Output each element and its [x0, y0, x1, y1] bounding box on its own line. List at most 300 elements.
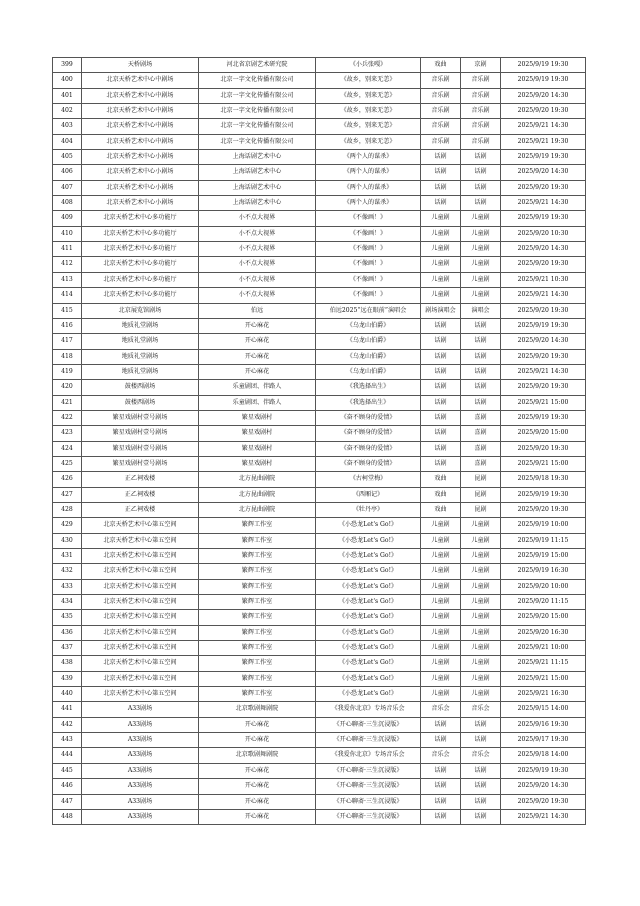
venue-name-cell: A33剧场	[82, 748, 199, 763]
venue-name-cell: 北京天桥艺术中心第五空间	[82, 579, 199, 594]
category-cell: 儿童剧	[421, 226, 461, 241]
show-time-cell: 2025/9/19 19:30	[501, 150, 586, 165]
table-row	[53, 809, 586, 824]
program-title-cell: 伯远2025“远在眼前”演唱会	[316, 303, 421, 318]
show-time-cell: 2025/9/21 19:30	[501, 134, 586, 149]
venue-name-cell: A33剧场	[82, 809, 199, 824]
row-number-cell: 434	[53, 595, 82, 610]
program-title-cell: 《我选择出生》	[316, 380, 421, 395]
show-time-cell: 2025/9/19 19:30	[501, 73, 586, 88]
category-cell: 儿童剧	[421, 656, 461, 671]
show-time-cell: 2025/9/20 19:30	[501, 104, 586, 119]
organizer-name-cell: 河北省京剧艺术研究院	[199, 58, 316, 73]
table-row	[53, 564, 586, 579]
venue-name-cell: 北京天桥艺术中心小剧场	[82, 165, 199, 180]
program-title-cell: 《小恐龙Let's Go!》	[316, 595, 421, 610]
venue-name-cell: 地质礼堂剧场	[82, 364, 199, 379]
table-row	[53, 104, 586, 119]
table-row	[53, 641, 586, 656]
row-number-cell: 413	[53, 272, 82, 287]
row-number-cell: 435	[53, 610, 82, 625]
table-row	[53, 211, 586, 226]
row-number-cell: 400	[53, 73, 82, 88]
category-cell: 音乐会	[421, 748, 461, 763]
venue-name-cell: 北京天桥艺术中心第五空间	[82, 533, 199, 548]
organizer-name-cell: 上海话剧艺术中心	[199, 150, 316, 165]
genre-cell: 儿童剧	[461, 288, 501, 303]
category-cell: 音乐剧	[421, 134, 461, 149]
genre-cell: 话剧	[461, 165, 501, 180]
category-cell: 话剧	[421, 180, 461, 195]
organizer-name-cell: 北京歌剧舞剧院	[199, 748, 316, 763]
show-time-cell: 2025/9/20 19:30	[501, 303, 586, 318]
category-cell: 话剧	[421, 150, 461, 165]
table-row	[53, 579, 586, 594]
program-title-cell: 《不像画！》	[316, 242, 421, 257]
genre-cell: 昆剧	[461, 502, 501, 517]
organizer-name-cell: 北京一字文化传播有限公司	[199, 104, 316, 119]
genre-cell: 喜剧	[461, 410, 501, 425]
organizer-name-cell: 开心麻花	[199, 318, 316, 333]
venue-name-cell: 北京天桥艺术中心第五空间	[82, 656, 199, 671]
row-number-cell: 442	[53, 717, 82, 732]
show-time-cell: 2025/9/20 15:00	[501, 426, 586, 441]
row-number-cell: 404	[53, 134, 82, 149]
venue-name-cell: 北京天桥艺术中心多功能厅	[82, 272, 199, 287]
organizer-name-cell: 开心麻花	[199, 349, 316, 364]
venue-name-cell: 北京天桥艺术中心中剧场	[82, 134, 199, 149]
performance-table-body	[53, 58, 586, 825]
table-row	[53, 334, 586, 349]
venue-name-cell: 天桥剧场	[82, 58, 199, 73]
table-row	[53, 549, 586, 564]
venue-name-cell: A33剧场	[82, 794, 199, 809]
row-number-cell: 431	[53, 549, 82, 564]
row-number-cell: 420	[53, 380, 82, 395]
program-title-cell: 《开心聊斋·三生沉浸版》	[316, 779, 421, 794]
show-time-cell: 2025/9/19 19:30	[501, 58, 586, 73]
category-cell: 戏曲	[421, 58, 461, 73]
program-title-cell: 《小恐龙Let's Go!》	[316, 518, 421, 533]
table-row	[53, 595, 586, 610]
row-number-cell: 444	[53, 748, 82, 763]
venue-name-cell: 北京天桥艺术中心第五空间	[82, 687, 199, 702]
show-time-cell: 2025/9/20 14:30	[501, 242, 586, 257]
table-row	[53, 610, 586, 625]
table-row	[53, 165, 586, 180]
genre-cell: 儿童剧	[461, 226, 501, 241]
category-cell: 话剧	[421, 380, 461, 395]
genre-cell: 话剧	[461, 180, 501, 195]
table-row	[53, 441, 586, 456]
category-cell: 话剧	[421, 779, 461, 794]
category-cell: 话剧	[421, 349, 461, 364]
category-cell: 儿童剧	[421, 242, 461, 257]
venue-name-cell: 北京天桥艺术中心第五空间	[82, 641, 199, 656]
genre-cell: 儿童剧	[461, 211, 501, 226]
category-cell: 话剧	[421, 794, 461, 809]
genre-cell: 话剧	[461, 395, 501, 410]
category-cell: 音乐剧	[421, 88, 461, 103]
row-number-cell: 409	[53, 211, 82, 226]
category-cell: 儿童剧	[421, 257, 461, 272]
table-row	[53, 196, 586, 211]
category-cell: 儿童剧	[421, 579, 461, 594]
genre-cell: 话剧	[461, 380, 501, 395]
row-number-cell: 443	[53, 733, 82, 748]
organizer-name-cell: 北京一字文化传播有限公司	[199, 73, 316, 88]
genre-cell: 儿童剧	[461, 625, 501, 640]
show-time-cell: 2025/9/21 11:15	[501, 656, 586, 671]
table-row	[53, 303, 586, 318]
table-row	[53, 794, 586, 809]
genre-cell: 儿童剧	[461, 257, 501, 272]
show-time-cell: 2025/9/20 14:30	[501, 88, 586, 103]
program-title-cell: 《小恐龙Let's Go!》	[316, 656, 421, 671]
genre-cell: 话剧	[461, 794, 501, 809]
category-cell: 儿童剧	[421, 288, 461, 303]
row-number-cell: 411	[53, 242, 82, 257]
program-title-cell: 《古柯堂梅》	[316, 472, 421, 487]
program-title-cell: 《乌龙山伯爵》	[316, 349, 421, 364]
row-number-cell: 445	[53, 763, 82, 778]
show-time-cell: 2025/9/21 16:30	[501, 687, 586, 702]
table-row	[53, 88, 586, 103]
program-title-cell: 《小恐龙Let's Go!》	[316, 564, 421, 579]
organizer-name-cell: 上海话剧艺术中心	[199, 196, 316, 211]
organizer-name-cell: 北京一字文化传播有限公司	[199, 119, 316, 134]
program-title-cell: 《我爱你北京》专场音乐会	[316, 748, 421, 763]
row-number-cell: 426	[53, 472, 82, 487]
genre-cell: 儿童剧	[461, 671, 501, 686]
venue-name-cell: 北京天桥艺术中心多功能厅	[82, 211, 199, 226]
category-cell: 话剧	[421, 165, 461, 180]
row-number-cell: 415	[53, 303, 82, 318]
table-row	[53, 533, 586, 548]
venue-name-cell: 北京天桥艺术中心中剧场	[82, 88, 199, 103]
organizer-name-cell: 小不点大视界	[199, 211, 316, 226]
show-time-cell: 2025/9/21 15:00	[501, 395, 586, 410]
program-title-cell: 《两个人的谋杀》	[316, 165, 421, 180]
category-cell: 戏曲	[421, 502, 461, 517]
category-cell: 话剧	[421, 733, 461, 748]
organizer-name-cell: 繁星戏剧村	[199, 456, 316, 471]
program-title-cell: 《小恐龙Let's Go!》	[316, 579, 421, 594]
genre-cell: 儿童剧	[461, 656, 501, 671]
category-cell: 音乐会	[421, 702, 461, 717]
venue-name-cell: 北京天桥艺术中心小剧场	[82, 150, 199, 165]
program-title-cell: 《牡丹亭》	[316, 502, 421, 517]
organizer-name-cell: 上海话剧艺术中心	[199, 165, 316, 180]
organizer-name-cell: 开心麻花	[199, 364, 316, 379]
genre-cell: 音乐剧	[461, 119, 501, 134]
organizer-name-cell: 繁辉工作室	[199, 671, 316, 686]
genre-cell: 音乐剧	[461, 88, 501, 103]
category-cell: 儿童剧	[421, 272, 461, 287]
venue-name-cell: 鼓楼西剧场	[82, 395, 199, 410]
venue-name-cell: 北京展览馆剧场	[82, 303, 199, 318]
row-number-cell: 432	[53, 564, 82, 579]
table-row	[53, 763, 586, 778]
program-title-cell: 《故乡，别来无恙》	[316, 104, 421, 119]
organizer-name-cell: 繁辉工作室	[199, 564, 316, 579]
table-row	[53, 272, 586, 287]
category-cell: 音乐剧	[421, 104, 461, 119]
show-time-cell: 2025/9/21 15:00	[501, 456, 586, 471]
show-time-cell: 2025/9/20 14:30	[501, 165, 586, 180]
program-title-cell: 《开心聊斋·三生沉浸版》	[316, 763, 421, 778]
genre-cell: 儿童剧	[461, 687, 501, 702]
organizer-name-cell: 繁辉工作室	[199, 579, 316, 594]
row-number-cell: 433	[53, 579, 82, 594]
genre-cell: 儿童剧	[461, 272, 501, 287]
organizer-name-cell: 繁辉工作室	[199, 687, 316, 702]
venue-name-cell: 正乙祠戏楼	[82, 487, 199, 502]
program-title-cell: 《不像画！》	[316, 288, 421, 303]
program-title-cell: 《不像画！》	[316, 257, 421, 272]
show-time-cell: 2025/9/20 19:30	[501, 441, 586, 456]
category-cell: 儿童剧	[421, 211, 461, 226]
row-number-cell: 447	[53, 794, 82, 809]
program-title-cell: 《开心聊斋·三生沉浸版》	[316, 794, 421, 809]
show-time-cell: 2025/9/21 14:30	[501, 196, 586, 211]
venue-name-cell: 正乙祠戏楼	[82, 472, 199, 487]
program-title-cell: 《不像画！》	[316, 211, 421, 226]
category-cell: 话剧	[421, 364, 461, 379]
organizer-name-cell: 繁辉工作室	[199, 610, 316, 625]
category-cell: 音乐剧	[421, 119, 461, 134]
row-number-cell: 406	[53, 165, 82, 180]
organizer-name-cell: 开心麻花	[199, 779, 316, 794]
show-time-cell: 2025/9/20 19:30	[501, 794, 586, 809]
genre-cell: 话剧	[461, 733, 501, 748]
program-title-cell: 《小恐龙Let's Go!》	[316, 549, 421, 564]
program-title-cell: 《故乡，别来无恙》	[316, 134, 421, 149]
show-time-cell: 2025/9/19 16:30	[501, 564, 586, 579]
venue-name-cell: A33剧场	[82, 702, 199, 717]
row-number-cell: 423	[53, 426, 82, 441]
venue-name-cell: 地质礼堂剧场	[82, 349, 199, 364]
category-cell: 话剧	[421, 441, 461, 456]
genre-cell: 昆剧	[461, 472, 501, 487]
category-cell: 话剧	[421, 426, 461, 441]
organizer-name-cell: 北方昆曲剧院	[199, 487, 316, 502]
category-cell: 儿童剧	[421, 518, 461, 533]
organizer-name-cell: 开心麻花	[199, 717, 316, 732]
category-cell: 戏曲	[421, 487, 461, 502]
organizer-name-cell: 北方昆曲剧院	[199, 472, 316, 487]
table-row	[53, 349, 586, 364]
genre-cell: 话剧	[461, 318, 501, 333]
program-title-cell: 《小恐龙Let's Go!》	[316, 641, 421, 656]
table-row	[53, 180, 586, 195]
category-cell: 话剧	[421, 410, 461, 425]
program-title-cell: 《开心聊斋·三生沉浸版》	[316, 733, 421, 748]
row-number-cell: 446	[53, 779, 82, 794]
show-time-cell: 2025/9/20 11:15	[501, 595, 586, 610]
table-row	[53, 364, 586, 379]
program-title-cell: 《我爱你北京》专场音乐会	[316, 702, 421, 717]
program-title-cell: 《西厢记》	[316, 487, 421, 502]
table-row	[53, 656, 586, 671]
program-title-cell: 《两个人的谋杀》	[316, 180, 421, 195]
organizer-name-cell: 开心麻花	[199, 809, 316, 824]
row-number-cell: 405	[53, 150, 82, 165]
table-row	[53, 318, 586, 333]
table-row	[53, 288, 586, 303]
venue-name-cell: 鼓楼西剧场	[82, 380, 199, 395]
organizer-name-cell: 小不点大视界	[199, 288, 316, 303]
table-row	[53, 134, 586, 149]
category-cell: 儿童剧	[421, 641, 461, 656]
show-time-cell: 2025/9/20 14:30	[501, 779, 586, 794]
table-row	[53, 150, 586, 165]
show-time-cell: 2025/9/17 19:30	[501, 733, 586, 748]
table-row	[53, 395, 586, 410]
genre-cell: 喜剧	[461, 456, 501, 471]
venue-name-cell: 繁星戏剧村壹号剧场	[82, 456, 199, 471]
row-number-cell: 440	[53, 687, 82, 702]
genre-cell: 儿童剧	[461, 564, 501, 579]
row-number-cell: 448	[53, 809, 82, 824]
program-title-cell: 《我选择出生》	[316, 395, 421, 410]
show-time-cell: 2025/9/21 14:30	[501, 364, 586, 379]
show-time-cell: 2025/9/20 15:00	[501, 610, 586, 625]
program-title-cell: 《两个人的谋杀》	[316, 196, 421, 211]
show-time-cell: 2025/9/21 14:30	[501, 119, 586, 134]
genre-cell: 喜剧	[461, 441, 501, 456]
genre-cell: 演唱会	[461, 303, 501, 318]
genre-cell: 儿童剧	[461, 610, 501, 625]
table-row	[53, 226, 586, 241]
genre-cell: 京剧	[461, 58, 501, 73]
program-title-cell: 《故乡，别来无恙》	[316, 73, 421, 88]
category-cell: 话剧	[421, 318, 461, 333]
venue-name-cell: 北京天桥艺术中心中剧场	[82, 119, 199, 134]
show-time-cell: 2025/9/21 15:00	[501, 671, 586, 686]
category-cell: 话剧	[421, 395, 461, 410]
table-row	[53, 472, 586, 487]
genre-cell: 儿童剧	[461, 533, 501, 548]
show-time-cell: 2025/9/20 19:30	[501, 180, 586, 195]
organizer-name-cell: 开心麻花	[199, 334, 316, 349]
venue-name-cell: 北京天桥艺术中心多功能厅	[82, 226, 199, 241]
category-cell: 儿童剧	[421, 671, 461, 686]
program-title-cell: 《不像画！》	[316, 272, 421, 287]
organizer-name-cell: 北京歌剧舞剧院	[199, 702, 316, 717]
organizer-name-cell: 繁辉工作室	[199, 518, 316, 533]
show-time-cell: 2025/9/20 10:30	[501, 226, 586, 241]
row-number-cell: 418	[53, 349, 82, 364]
venue-name-cell: 繁星戏剧村壹号剧场	[82, 441, 199, 456]
organizer-name-cell: 开心麻花	[199, 794, 316, 809]
genre-cell: 音乐会	[461, 702, 501, 717]
row-number-cell: 412	[53, 257, 82, 272]
venue-name-cell: 北京天桥艺术中心第五空间	[82, 625, 199, 640]
row-number-cell: 429	[53, 518, 82, 533]
category-cell: 话剧	[421, 456, 461, 471]
show-time-cell: 2025/9/19 15:00	[501, 549, 586, 564]
organizer-name-cell: 上海话剧艺术中心	[199, 180, 316, 195]
program-title-cell: 《故乡，别来无恙》	[316, 119, 421, 134]
row-number-cell: 438	[53, 656, 82, 671]
row-number-cell: 416	[53, 318, 82, 333]
organizer-name-cell: 小不点大视界	[199, 257, 316, 272]
venue-name-cell: A33剧场	[82, 717, 199, 732]
program-title-cell: 《小恐龙Let's Go!》	[316, 533, 421, 548]
organizer-name-cell: 繁辉工作室	[199, 641, 316, 656]
row-number-cell: 399	[53, 58, 82, 73]
row-number-cell: 430	[53, 533, 82, 548]
program-title-cell: 《小恐龙Let's Go!》	[316, 671, 421, 686]
program-title-cell: 《两个人的谋杀》	[316, 150, 421, 165]
organizer-name-cell: 北方昆曲剧院	[199, 502, 316, 517]
category-cell: 剧场演唱会	[421, 303, 461, 318]
program-title-cell: 《小兵张嘎》	[316, 58, 421, 73]
organizer-name-cell: 繁辉工作室	[199, 549, 316, 564]
category-cell: 儿童剧	[421, 687, 461, 702]
row-number-cell: 425	[53, 456, 82, 471]
category-cell: 话剧	[421, 334, 461, 349]
show-time-cell: 2025/9/20 16:30	[501, 625, 586, 640]
genre-cell: 儿童剧	[461, 579, 501, 594]
program-title-cell: 《奋不顾身的爱情》	[316, 426, 421, 441]
program-title-cell: 《乌龙山伯爵》	[316, 318, 421, 333]
program-title-cell: 《开心聊斋·三生沉浸版》	[316, 717, 421, 732]
genre-cell: 儿童剧	[461, 549, 501, 564]
organizer-name-cell: 繁星戏剧村	[199, 441, 316, 456]
show-time-cell: 2025/9/20 14:30	[501, 334, 586, 349]
organizer-name-cell: 繁星戏剧村	[199, 426, 316, 441]
category-cell: 儿童剧	[421, 610, 461, 625]
table-row	[53, 58, 586, 73]
table-row	[53, 748, 586, 763]
table-row	[53, 487, 586, 502]
genre-cell: 儿童剧	[461, 595, 501, 610]
genre-cell: 话剧	[461, 763, 501, 778]
table-row	[53, 518, 586, 533]
venue-name-cell: 北京天桥艺术中心第五空间	[82, 518, 199, 533]
organizer-name-cell: 繁辉工作室	[199, 656, 316, 671]
table-row	[53, 242, 586, 257]
genre-cell: 音乐会	[461, 748, 501, 763]
program-title-cell: 《小恐龙Let's Go!》	[316, 687, 421, 702]
show-time-cell: 2025/9/19 11:15	[501, 533, 586, 548]
category-cell: 儿童剧	[421, 533, 461, 548]
genre-cell: 话剧	[461, 150, 501, 165]
venue-name-cell: 繁星戏剧村壹号剧场	[82, 410, 199, 425]
row-number-cell: 439	[53, 671, 82, 686]
venue-name-cell: 北京天桥艺术中心第五空间	[82, 610, 199, 625]
show-time-cell: 2025/9/21 10:30	[501, 272, 586, 287]
category-cell: 话剧	[421, 763, 461, 778]
venue-name-cell: 北京天桥艺术中心中剧场	[82, 104, 199, 119]
table-row	[53, 502, 586, 517]
table-row	[53, 671, 586, 686]
organizer-name-cell: 繁辉工作室	[199, 625, 316, 640]
venue-name-cell: 北京天桥艺术中心第五空间	[82, 564, 199, 579]
table-row	[53, 257, 586, 272]
venue-name-cell: 北京天桥艺术中心多功能厅	[82, 257, 199, 272]
organizer-name-cell: 繁辉工作室	[199, 595, 316, 610]
organizer-name-cell: 伯远	[199, 303, 316, 318]
program-title-cell: 《开心聊斋·三生沉浸版》	[316, 809, 421, 824]
table-row	[53, 426, 586, 441]
row-number-cell: 441	[53, 702, 82, 717]
genre-cell: 喜剧	[461, 426, 501, 441]
category-cell: 儿童剧	[421, 625, 461, 640]
venue-name-cell: 地质礼堂剧场	[82, 318, 199, 333]
